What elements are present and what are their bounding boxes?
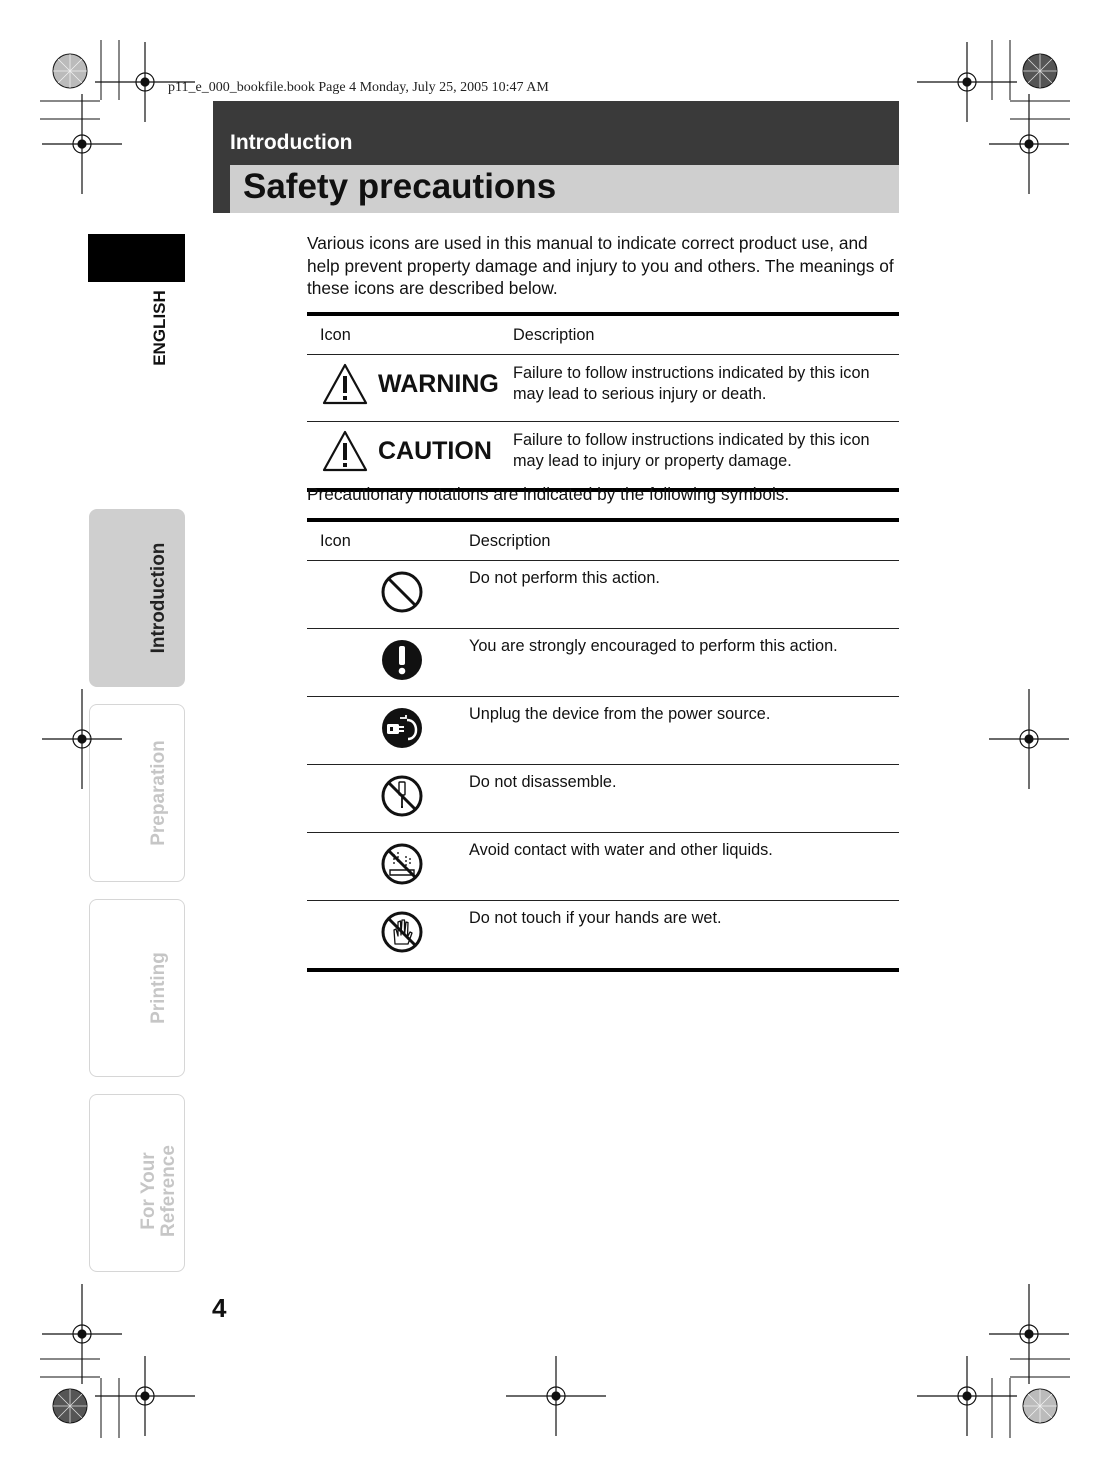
column-header-icon: Icon xyxy=(307,520,469,561)
sidebar-tab-label: Preparation xyxy=(148,740,169,846)
signal-description: Failure to follow instructions indicated by this icon may lead to serious injury or death. xyxy=(513,355,899,422)
language-label: ENGLISH xyxy=(150,290,169,366)
symbol-description: Do not perform this action. xyxy=(469,561,899,629)
sidebar-tab-label: Introduction xyxy=(148,542,169,654)
page-number: 4 xyxy=(212,1293,227,1323)
intro-paragraph: Various icons are used in this manual to indicate correct product use, and help prevent property damage and injury to you and others. The meanings of these icons are described below. xyxy=(307,233,894,298)
symbol-description: Do not touch if your hands are wet. xyxy=(469,909,722,927)
signal-label: CAUTION xyxy=(378,436,492,465)
symbol-description: You are strongly encouraged to perform this action. xyxy=(469,629,899,697)
page-title: Safety precautions xyxy=(243,167,557,206)
signal-description: Failure to follow instructions indicated by this icon may lead to injury or property damage. xyxy=(513,431,870,470)
section-title: Introduction xyxy=(230,131,353,154)
signal-label: WARNING xyxy=(378,369,499,398)
print-header-line: p11_e_000_bookfile.book Page 4 Monday, July 25, 2005 10:47 AM xyxy=(168,80,549,95)
notation-paragraph: Precautionary notations are indicated by the following symbols. xyxy=(307,484,790,504)
symbol-description: Avoid contact with water and other liquids. xyxy=(469,833,899,901)
sidebar-tab-label: Printing xyxy=(148,952,169,1024)
symbol-description: Unplug the device from the power source. xyxy=(469,697,899,765)
column-header-icon: Icon xyxy=(307,314,513,355)
column-header-description: Description xyxy=(513,314,899,355)
symbol-description: Do not disassemble. xyxy=(469,765,899,833)
sidebar-tab-label: For Your Reference xyxy=(138,1145,179,1237)
column-header-description: Description xyxy=(469,520,899,561)
